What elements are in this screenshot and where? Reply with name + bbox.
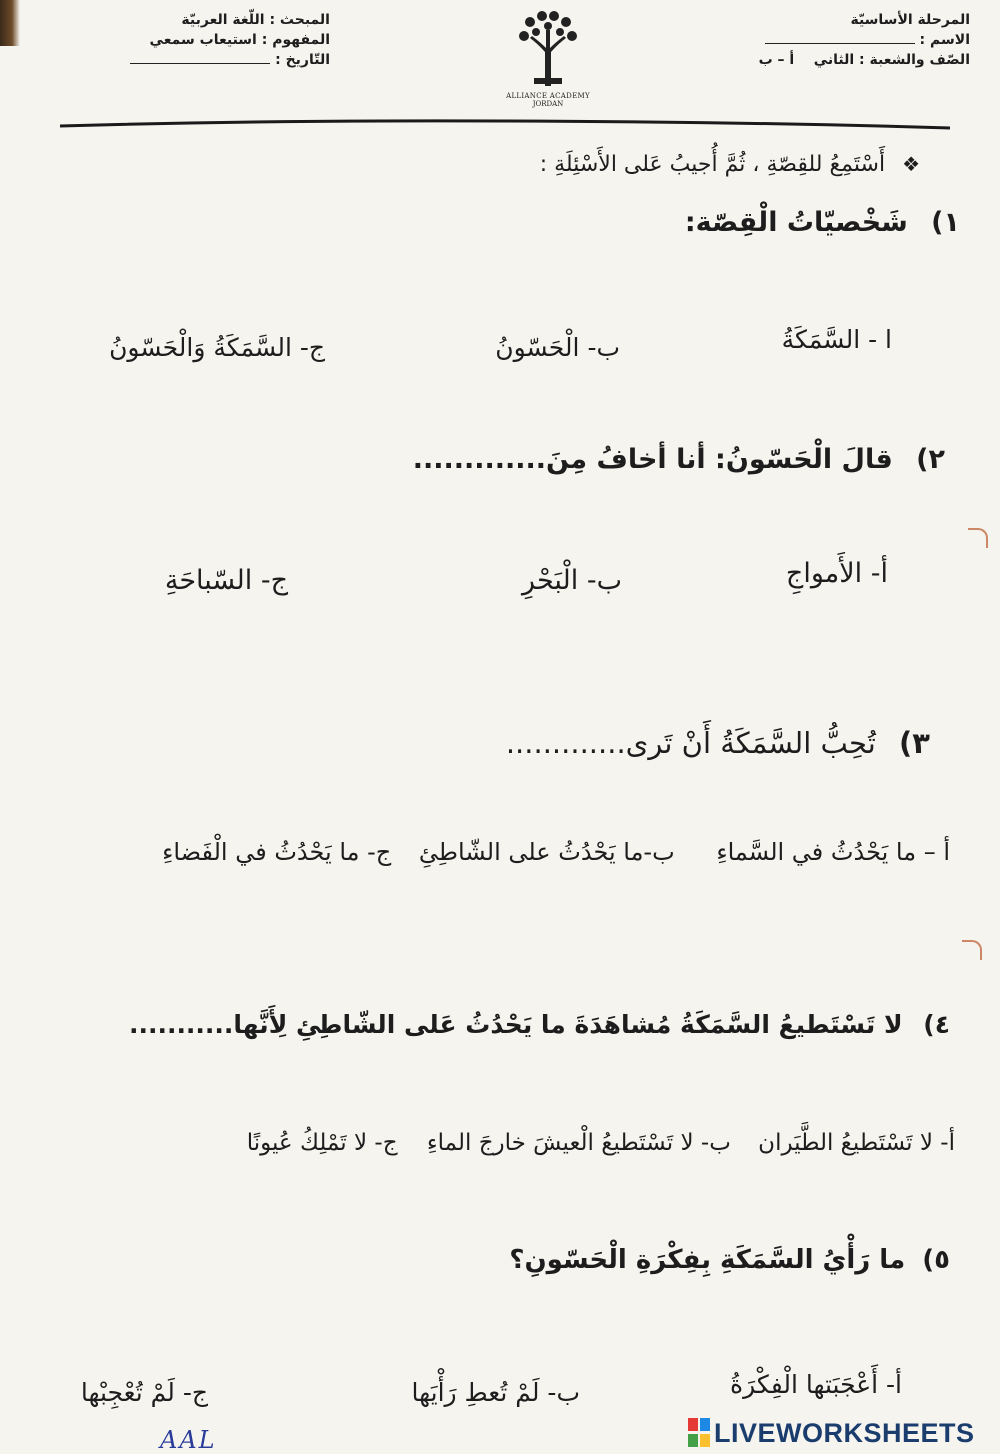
school-logo <box>488 8 608 118</box>
logo-subtext: JORDAN <box>532 100 564 108</box>
question-number: ٢) <box>916 444 945 475</box>
question-2 <box>413 444 945 475</box>
handwriting-mark: AAL <box>160 1426 217 1454</box>
q2-option-a[interactable]: أ- الأَمواجِ <box>785 558 888 589</box>
q3-options <box>162 838 950 866</box>
q3-option-b[interactable]: ب-ما يَحْدُثُ على الشّاطِئِ <box>418 838 675 866</box>
q4-option-c[interactable]: ج- لا تَمْلِكُ عُيونًا <box>246 1130 398 1156</box>
question-number: ٤) <box>923 1010 950 1039</box>
q4-option-b[interactable]: ب- لا تَسْتَطيعُ الْعيشَ خارجَ الماءِ <box>426 1130 731 1156</box>
question-text[interactable]: قالَ الْحَسّونُ: أنا أخافُ مِنَ............. <box>412 444 893 475</box>
sections-label: أ – ب <box>758 52 795 68</box>
liveworksheets-logo-icon <box>688 1418 710 1448</box>
header-divider <box>60 112 950 132</box>
question-text: شَخْصيّاتُ الْقِصّة: <box>684 207 908 238</box>
question-5 <box>509 1245 950 1275</box>
logo-text: ALLIANCE ACADEMY <box>506 92 590 100</box>
q1-option-b[interactable]: ب- الْحَسّونُ <box>495 333 620 362</box>
q3-option-c[interactable]: ج- ما يَحْدُثُ في الْفَضاءِ <box>162 838 392 866</box>
diamond-bullet-icon: ❖ <box>902 152 920 176</box>
margin-mark <box>962 940 982 960</box>
question-text[interactable]: تُحِبُّ السَّمَكَةُ أَنْ تَرى............. <box>505 726 876 760</box>
question-number: ٥) <box>922 1245 950 1275</box>
header-left <box>130 10 330 70</box>
margin-mark <box>968 528 988 548</box>
scan-edge-mark <box>0 0 20 46</box>
stage-label: المرحلة الأساسيّة <box>850 12 970 28</box>
tree-logo-icon <box>508 8 588 88</box>
name-label: الاسم : <box>919 32 970 48</box>
name-field <box>759 30 970 50</box>
q4-option-a[interactable]: أ- لا تَسْتَطيعُ الطَّيَران <box>758 1130 955 1156</box>
grade-label: الصّف والشعبة : الثاني <box>813 52 970 68</box>
liveworksheets-brand: LIVEWORKSHEETS <box>714 1417 975 1448</box>
liveworksheets-badge[interactable] <box>688 1416 975 1450</box>
q5-option-a[interactable]: أ- أَعْجَبَتها الْفِكْرَةُ <box>730 1370 902 1399</box>
q5-option-b[interactable]: ب- لَمْ تُعطِ رَأْيَها <box>411 1378 580 1407</box>
q2-option-c[interactable]: ج- السّباحَةِ <box>164 565 288 596</box>
question-text[interactable]: لا تَسْتَطيعُ السَّمَكَةُ مُشاهَدَةَ ما يَحْدُثُ عَلى الشّاطِئِ لِأَنَّها........... <box>128 1010 903 1039</box>
question-text: ما رَأْيُ السَّمَكَةِ بِفِكْرَةِ الْحَسّونِ؟ <box>509 1245 906 1275</box>
question-3 <box>506 726 930 760</box>
q4-options <box>247 1130 955 1156</box>
q1-option-c[interactable]: ج- السَّمَكَةُ وَالْحَسّونُ <box>109 333 325 362</box>
question-4 <box>129 1010 950 1039</box>
date-field <box>130 50 330 70</box>
subject-label: المبحث : اللّغة العربيّة <box>181 12 330 28</box>
question-number: ٣) <box>899 726 930 760</box>
date-label: التّاريخ : <box>275 52 330 68</box>
question-number: ١) <box>931 207 960 238</box>
concept-label: المفهوم : استيعاب سمعي <box>149 32 330 48</box>
grade-field <box>759 50 970 70</box>
name-line[interactable] <box>765 43 915 44</box>
q2-option-b[interactable]: ب- الْبَحْرِ <box>522 565 622 596</box>
q5-option-c[interactable]: ج- لَمْ تُعْجِبْها <box>80 1378 208 1407</box>
q1-option-a[interactable]: ا - السَّمَكَةُ <box>781 325 892 354</box>
instruction-text: أَسْتَمِعُ للقِصّةِ ، ثُمَّ أُجيبُ عَلى الأَسْئِلَةِ : <box>539 152 886 177</box>
instruction-line <box>540 152 920 177</box>
q3-option-a[interactable]: أ – ما يَحْدُثُ في السَّماءِ <box>716 838 950 866</box>
date-line[interactable] <box>130 63 270 64</box>
header-right <box>759 10 970 70</box>
question-1 <box>685 207 960 238</box>
